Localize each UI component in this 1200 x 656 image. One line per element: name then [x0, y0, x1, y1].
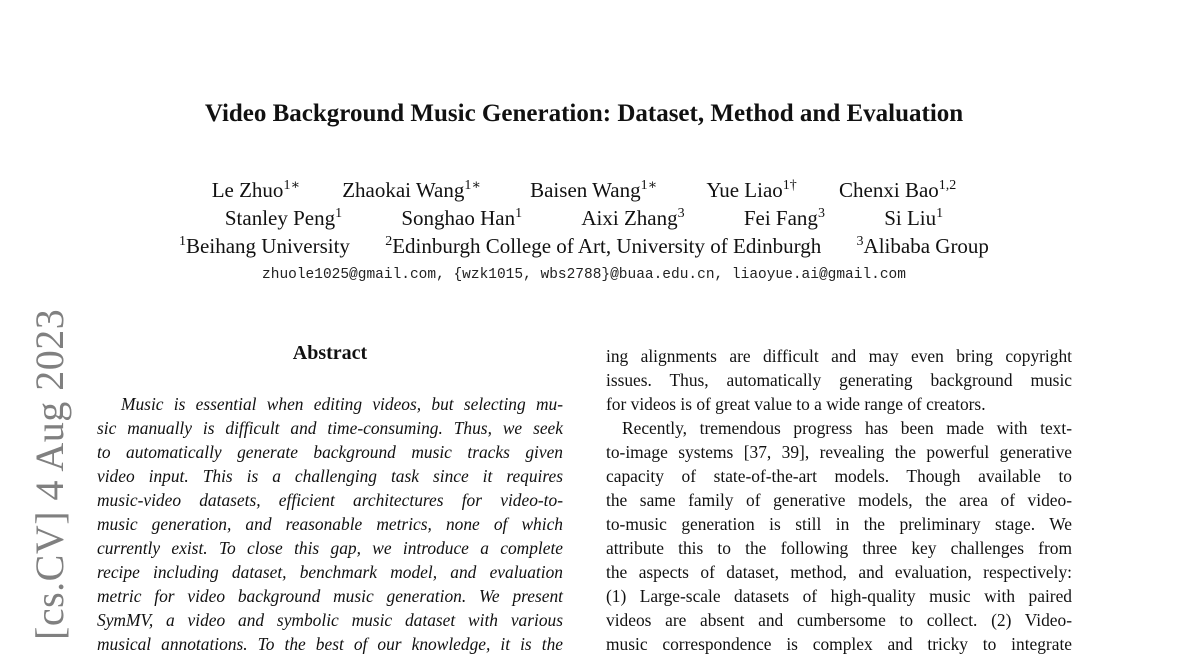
body-line: to-music generation is still in the preliminary stage. We — [606, 514, 1072, 534]
author: Fei Fang$^3$ — [743, 206, 825, 230]
affiliation: $^3$Alibaba Group — [856, 234, 989, 258]
author: Le Zhuo$^{1∗}$ — [211, 178, 300, 202]
author: Baisen Wang$^{1∗}$ — [530, 178, 658, 202]
body-line: Recently, tremendous progress has been made with text- — [622, 418, 1072, 438]
body-line: ing alignments are difficult and may even bring copyright — [606, 346, 1072, 366]
author-row-1 — [0, 177, 1168, 204]
body-line: capacity of state-of-the-art models. Though available to — [606, 466, 1072, 486]
affiliations — [0, 233, 1168, 260]
paper-title: Video Background Music Generation: Dataset, Method and Evaluation — [204, 100, 964, 127]
arxiv-stamp: [cs.CV] 4 Aug 2023 — [27, 308, 72, 640]
abstract-body — [97, 392, 563, 656]
abstract-line: to automatically generate background music tracks given — [97, 442, 563, 462]
author: Songhao Han$^1$ — [401, 206, 523, 230]
author: Stanley Peng$^1$ — [224, 206, 343, 230]
affiliation: $^1$Beihang University — [179, 234, 350, 258]
body-line: the same family of generative models, the area of video- — [606, 490, 1072, 510]
body-line: videos are absent and cumbersome to collect. (2) Video- — [606, 610, 1072, 630]
author: Si Liu$^1$ — [884, 206, 944, 230]
abstract-line: music generation, and reasonable metrics, none of which — [97, 514, 563, 534]
body-line: music correspondence is complex and tricky to integrate — [606, 634, 1072, 654]
body-line: issues. Thus, automatically generating background music — [606, 370, 1072, 390]
author: Yue Liao$^{1\dagger}$ — [706, 178, 797, 202]
abstract-heading: Abstract — [292, 342, 368, 364]
abstract-line: metric for video background music generation. We present — [97, 586, 563, 606]
abstract-line: Music is essential when editing videos, but selecting mu- — [121, 394, 563, 414]
author: Aixi Zhang$^3$ — [581, 206, 685, 230]
author: Chenxi Bao$^{1,2}$ — [839, 178, 957, 202]
abstract-line: SymMV, a video and symbolic music dataset with various — [97, 610, 563, 630]
author-row-2 — [0, 205, 1168, 232]
body-line: for videos is of great value to a wide range of creators. — [606, 394, 986, 414]
abstract-line: recipe including dataset, benchmark model, and evaluation — [97, 562, 563, 582]
author-emails: zhuole1025@gmail.com, {wzk1015, wbs2788}@buaa.edu.cn, liaoyue.ai@gmail.com — [262, 267, 906, 283]
abstract-line: sic manually is difficult and time-consuming. Thus, we seek — [97, 418, 563, 438]
body-line: (1) Large-scale datasets of high-quality music with paired — [606, 586, 1072, 606]
abstract-line: musical annotations. To the best of our knowledge, it is the — [97, 634, 563, 654]
body-line: the aspects of dataset, method, and evaluation, respectively: — [606, 562, 1072, 582]
body-line: to-image systems [37, 39], revealing the powerful generative — [606, 442, 1072, 462]
abstract-line: music-video datasets, efficient architectures for video-to- — [97, 490, 563, 510]
author: Zhaokai Wang$^{1∗}$ — [342, 178, 481, 202]
affiliation: $^2$Edinburgh College of Art, University of Edinburgh — [385, 234, 822, 258]
abstract-line: video input. This is a challenging task since it requires — [97, 466, 563, 486]
abstract-line: currently exist. To close this gap, we introduce a complete — [97, 538, 563, 558]
body-line: attribute this to the following three key challenges from — [606, 538, 1072, 558]
introduction-body — [606, 344, 1072, 656]
